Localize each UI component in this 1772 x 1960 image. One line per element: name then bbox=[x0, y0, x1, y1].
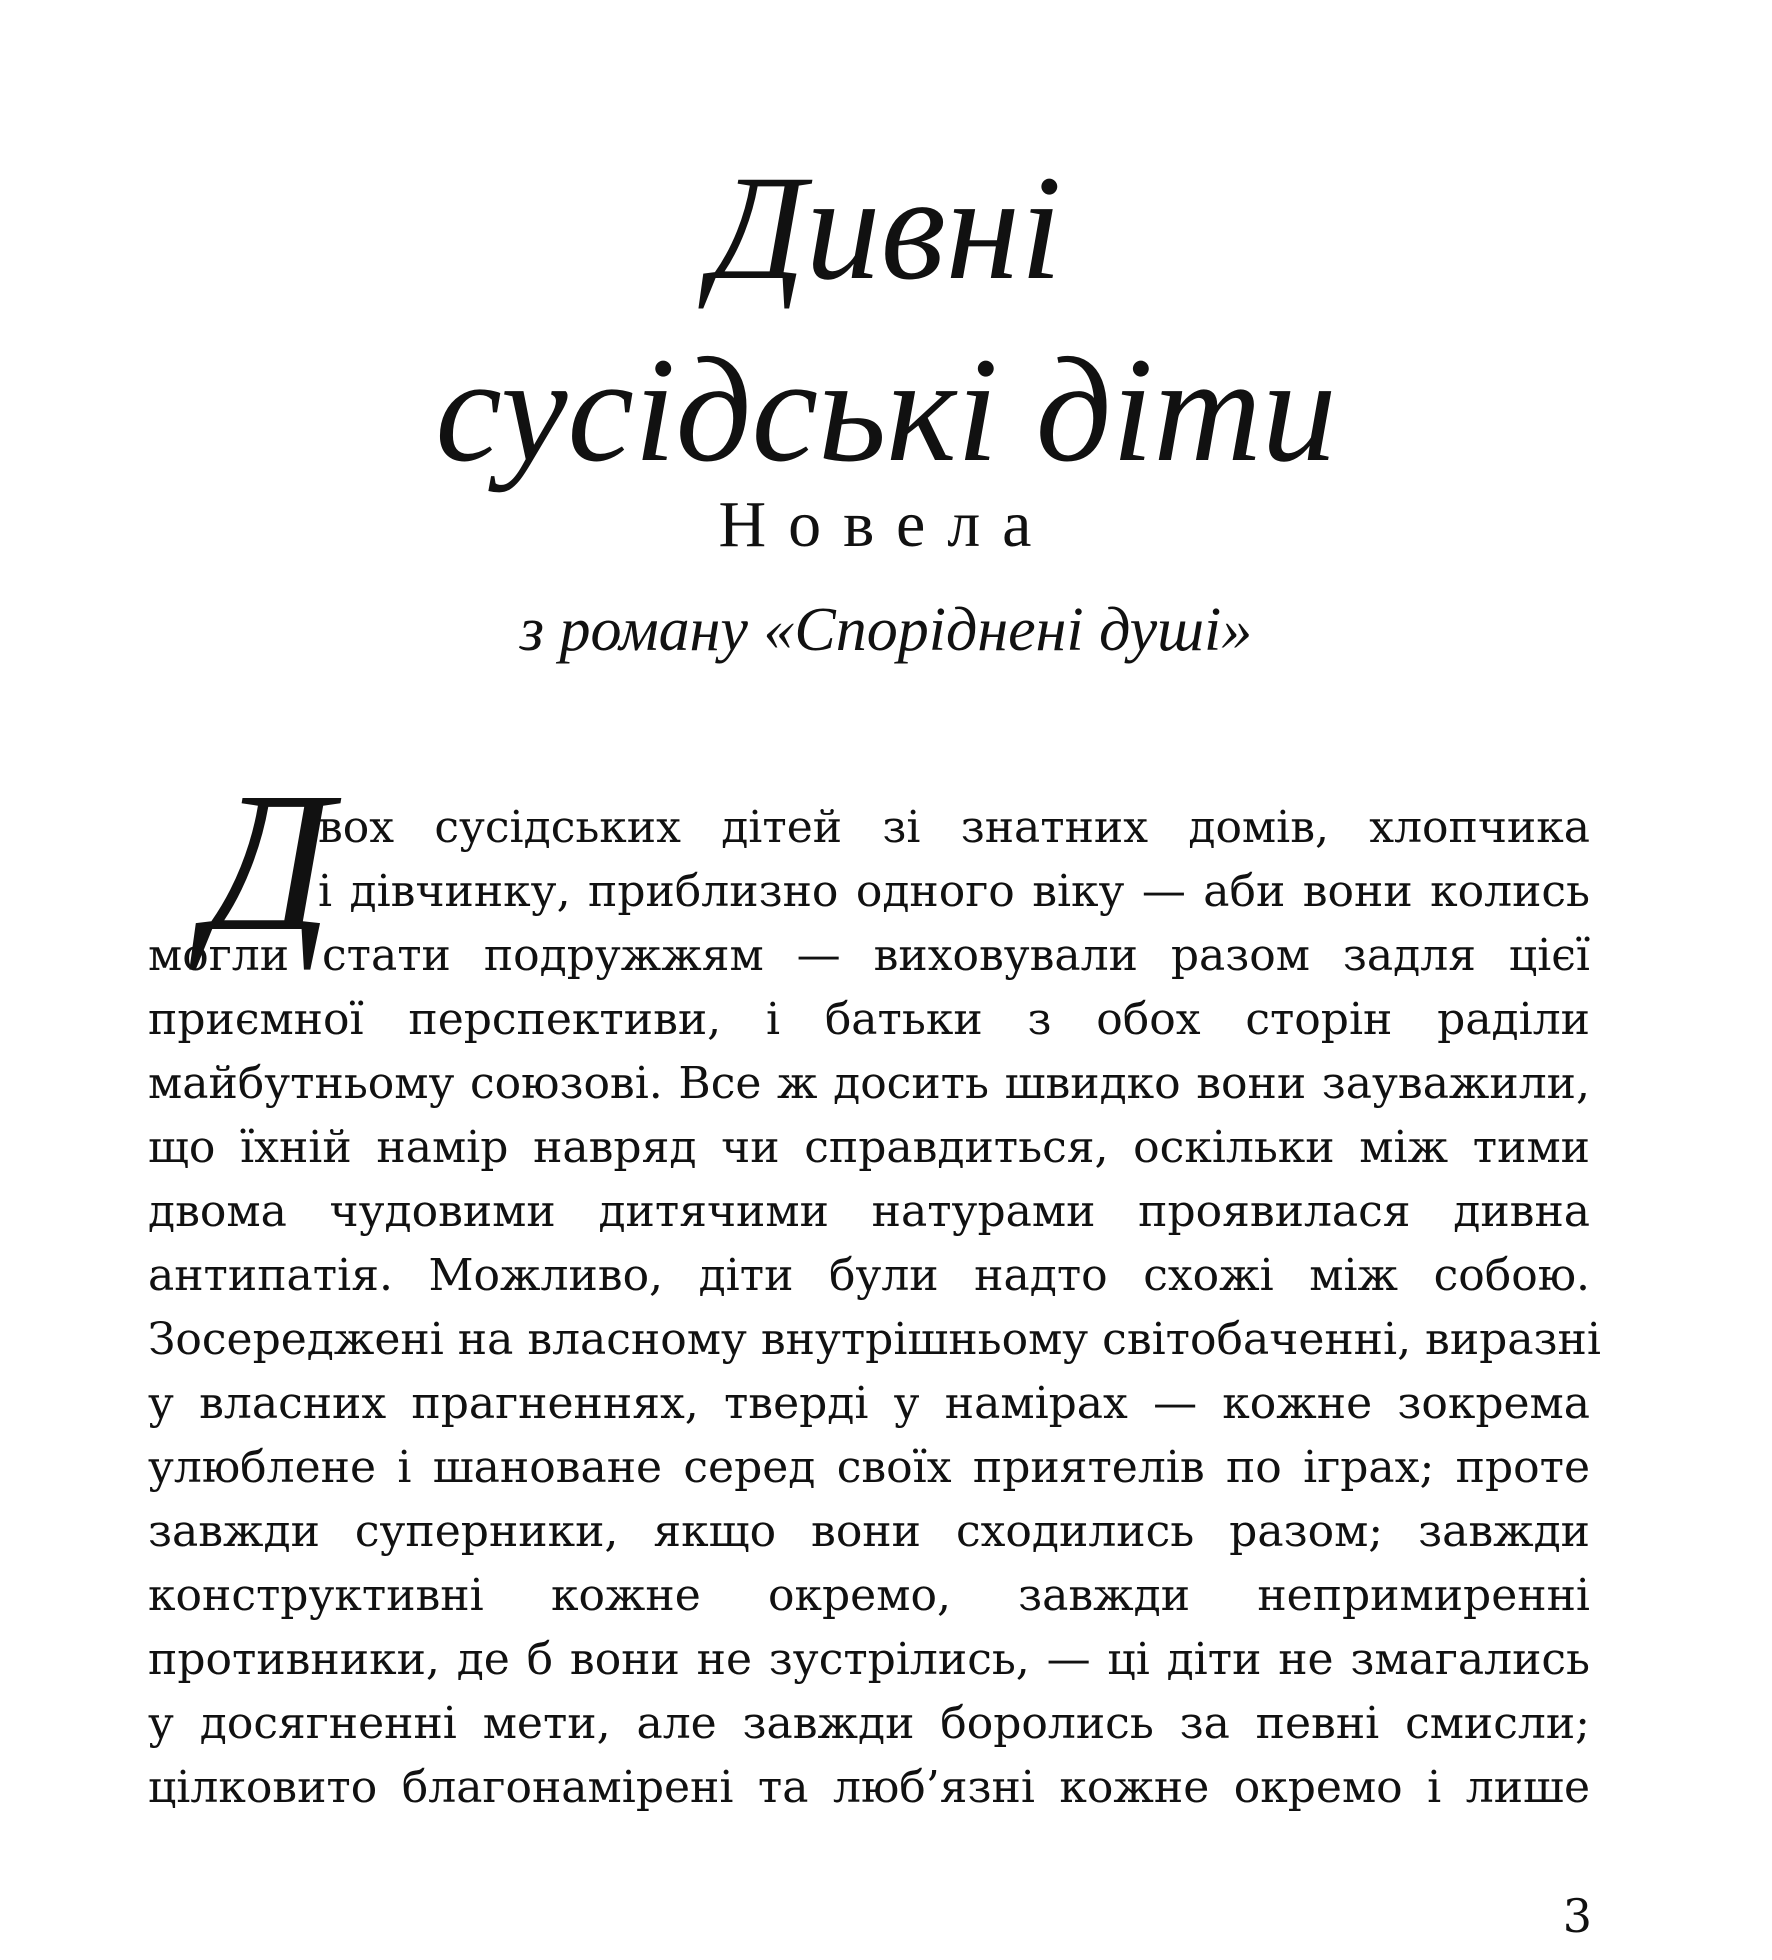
genre-subtitle: Новела bbox=[718, 488, 1054, 561]
body-line-9: Зосереджені на власному внутрішньому світобаченні, виразні bbox=[148, 1314, 1601, 1365]
body-line-10: у власних прагненнях, тверді у намірах — кожне зокрема bbox=[148, 1378, 1590, 1429]
body-line-16: цілковито благонамірені та люб’язні кожне окремо і лише bbox=[148, 1762, 1590, 1813]
page-number: 3 bbox=[1562, 1889, 1592, 1943]
body-line-14: противники, де б вони не зустрілись, — ці діти не змагались bbox=[148, 1634, 1590, 1685]
body-line-1: вох сусідських дітей зі знатних домів, хлопчика bbox=[318, 802, 1590, 853]
title-line-1: Дивні bbox=[710, 145, 1062, 311]
body-line-11: улюблене і шановане серед своїх приятелів по іграх; проте bbox=[148, 1442, 1590, 1493]
body-line-15: у досягненні мети, але завжди боролись за певні смисли; bbox=[148, 1698, 1590, 1749]
body-line-3: могли стати подружжям — виховували разом задля цієї bbox=[148, 930, 1590, 981]
body-line-7: двома чудовими дитячими натурами проявилася дивна bbox=[148, 1186, 1590, 1237]
drop-cap: Д bbox=[205, 752, 333, 973]
source-note: з роману «Споріднені душі» bbox=[519, 596, 1253, 664]
body-line-6: що їхній намір навряд чи справдиться, оскільки між тими bbox=[148, 1122, 1590, 1173]
body-line-5: майбутньому союзові. Все ж досить швидко вони зауважили, bbox=[148, 1058, 1590, 1109]
body-line-2: і дівчинку, приблизно одного віку — аби вони колись bbox=[318, 866, 1590, 917]
body-paragraph bbox=[148, 796, 1601, 1820]
body-line-12: завжди суперники, якщо вони сходились разом; завжди bbox=[148, 1506, 1590, 1557]
title-line-2: сусідські діти bbox=[435, 327, 1337, 493]
body-line-4: приємної перспективи, і батьки з обох сторін раділи bbox=[148, 994, 1590, 1045]
body-line-13: конструктивні кожне окремо, завжди непримиренні bbox=[148, 1570, 1590, 1621]
body-line-8: антипатія. Можливо, діти були надто схожі між собою. bbox=[148, 1250, 1590, 1301]
